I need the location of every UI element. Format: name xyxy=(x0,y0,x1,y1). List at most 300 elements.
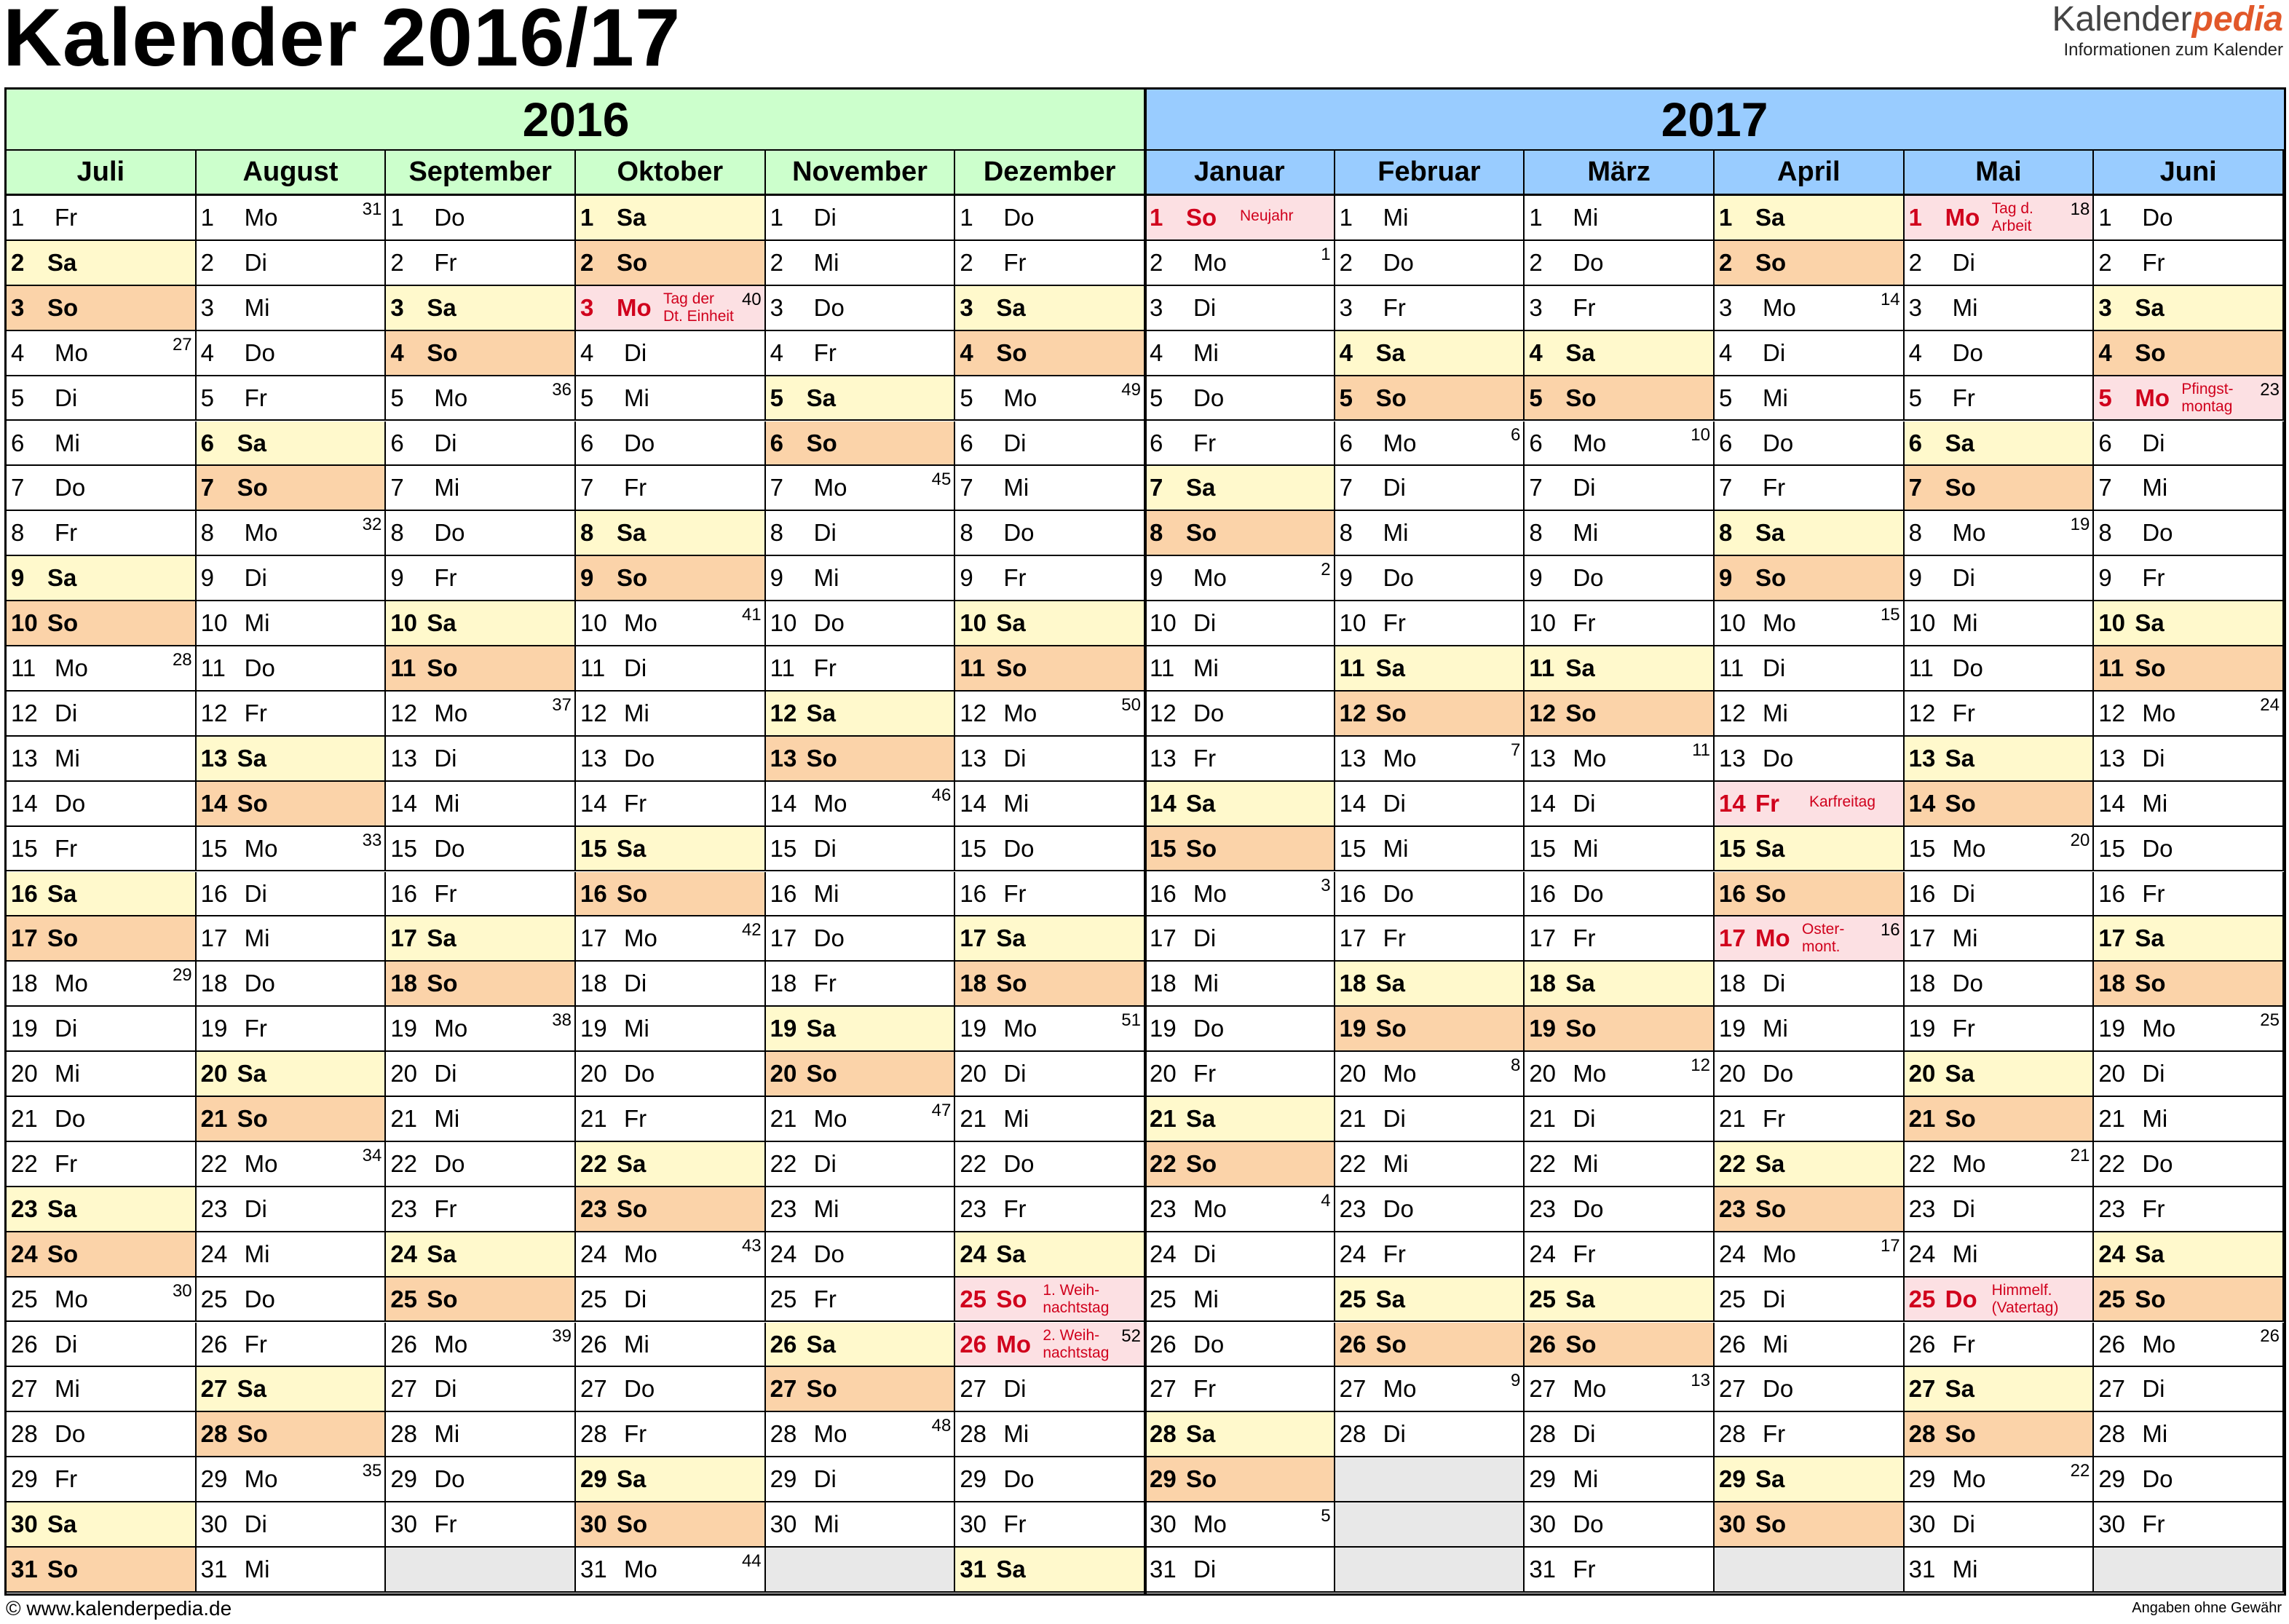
day-cell[interactable] xyxy=(1525,1367,1715,1412)
day-cell[interactable] xyxy=(766,556,956,601)
day-cell[interactable] xyxy=(766,241,956,286)
day-cell[interactable] xyxy=(766,1457,956,1502)
day-cell[interactable] xyxy=(1335,511,1525,556)
day-cell[interactable] xyxy=(1905,1323,2095,1368)
day-cell[interactable] xyxy=(1525,1412,1715,1457)
day-cell[interactable] xyxy=(1905,241,2095,286)
day-cell[interactable] xyxy=(7,1323,197,1368)
day-cell[interactable] xyxy=(1525,1457,1715,1502)
day-cell[interactable] xyxy=(1145,241,1335,286)
day-cell[interactable] xyxy=(1715,1007,1905,1052)
day-cell[interactable] xyxy=(7,331,197,376)
day-cell[interactable] xyxy=(386,511,576,556)
day-cell[interactable] xyxy=(1715,1097,1905,1142)
day-cell[interactable] xyxy=(1525,511,1715,556)
day-cell[interactable] xyxy=(576,601,766,646)
day-cell[interactable] xyxy=(1335,376,1525,421)
day-cell[interactable] xyxy=(1905,827,2095,872)
day-cell[interactable] xyxy=(1145,692,1335,737)
brand-logo[interactable] xyxy=(2052,0,2283,60)
day-cell[interactable] xyxy=(576,1097,766,1142)
day-cell[interactable] xyxy=(1905,646,2095,692)
day-cell[interactable] xyxy=(1145,466,1335,511)
day-cell[interactable] xyxy=(955,241,1145,286)
day-cell[interactable] xyxy=(1905,1232,2095,1278)
day-cell[interactable] xyxy=(386,872,576,917)
day-cell[interactable] xyxy=(1715,872,1905,917)
day-cell[interactable] xyxy=(1715,692,1905,737)
day-cell[interactable] xyxy=(197,1187,387,1232)
day-cell[interactable] xyxy=(1905,1142,2095,1187)
day-cell[interactable] xyxy=(197,782,387,827)
day-cell[interactable] xyxy=(7,1232,197,1278)
day-cell[interactable] xyxy=(766,376,956,421)
day-cell[interactable] xyxy=(197,421,387,467)
day-cell[interactable] xyxy=(386,196,576,241)
day-cell[interactable] xyxy=(386,1142,576,1187)
day-cell[interactable] xyxy=(576,421,766,467)
day-cell[interactable] xyxy=(955,872,1145,917)
day-cell[interactable] xyxy=(576,196,766,241)
day-cell[interactable] xyxy=(386,1052,576,1097)
day-cell[interactable] xyxy=(1715,1502,1905,1548)
day-cell[interactable] xyxy=(1335,1097,1525,1142)
day-cell[interactable] xyxy=(766,1367,956,1412)
day-cell[interactable] xyxy=(766,646,956,692)
day-cell[interactable] xyxy=(1905,1457,2095,1502)
day-cell[interactable] xyxy=(955,1548,1145,1593)
day-cell[interactable] xyxy=(576,241,766,286)
day-cell[interactable] xyxy=(386,1323,576,1368)
day-cell[interactable] xyxy=(955,1052,1145,1097)
day-cell[interactable] xyxy=(1145,376,1335,421)
day-cell[interactable] xyxy=(2094,1052,2284,1097)
day-cell[interactable] xyxy=(955,1457,1145,1502)
day-cell[interactable] xyxy=(1715,241,1905,286)
day-cell[interactable] xyxy=(1145,1142,1335,1187)
day-cell[interactable] xyxy=(1905,601,2095,646)
day-cell[interactable] xyxy=(955,1502,1145,1548)
day-cell[interactable] xyxy=(386,1097,576,1142)
day-cell[interactable] xyxy=(955,1412,1145,1457)
day-cell[interactable] xyxy=(386,1457,576,1502)
day-cell[interactable] xyxy=(386,962,576,1007)
day-cell[interactable] xyxy=(576,1548,766,1593)
day-cell[interactable] xyxy=(7,916,197,962)
day-cell[interactable] xyxy=(576,511,766,556)
day-cell[interactable] xyxy=(197,286,387,331)
day-cell[interactable] xyxy=(1335,556,1525,601)
day-cell[interactable] xyxy=(1145,511,1335,556)
day-cell[interactable] xyxy=(766,827,956,872)
day-cell[interactable] xyxy=(1335,331,1525,376)
day-cell[interactable] xyxy=(1335,1278,1525,1323)
day-cell[interactable] xyxy=(2094,737,2284,782)
day-cell[interactable] xyxy=(1715,1367,1905,1412)
day-cell[interactable] xyxy=(1145,827,1335,872)
day-cell[interactable] xyxy=(197,1278,387,1323)
day-cell[interactable] xyxy=(1145,1232,1335,1278)
day-cell[interactable] xyxy=(1905,1052,2095,1097)
day-cell[interactable] xyxy=(766,511,956,556)
day-cell[interactable] xyxy=(955,1097,1145,1142)
day-cell[interactable] xyxy=(1335,692,1525,737)
day-cell[interactable] xyxy=(2094,511,2284,556)
day-cell[interactable] xyxy=(1715,556,1905,601)
day-cell[interactable] xyxy=(7,1007,197,1052)
day-cell[interactable] xyxy=(7,1097,197,1142)
day-cell[interactable] xyxy=(1525,1007,1715,1052)
day-cell[interactable] xyxy=(386,601,576,646)
day-cell[interactable] xyxy=(1525,376,1715,421)
day-cell[interactable] xyxy=(1715,1457,1905,1502)
day-cell[interactable] xyxy=(1715,466,1905,511)
day-cell[interactable] xyxy=(955,376,1145,421)
day-cell[interactable] xyxy=(766,1502,956,1548)
day-cell[interactable] xyxy=(1715,331,1905,376)
day-cell[interactable] xyxy=(576,1367,766,1412)
day-cell[interactable] xyxy=(1905,331,2095,376)
day-cell[interactable] xyxy=(955,331,1145,376)
day-cell[interactable] xyxy=(576,737,766,782)
day-cell[interactable] xyxy=(7,196,197,241)
day-cell[interactable] xyxy=(1525,241,1715,286)
day-cell[interactable] xyxy=(1335,466,1525,511)
day-cell[interactable] xyxy=(576,331,766,376)
day-cell[interactable] xyxy=(1715,1323,1905,1368)
day-cell[interactable] xyxy=(197,556,387,601)
day-cell[interactable] xyxy=(1715,1187,1905,1232)
day-cell[interactable] xyxy=(386,241,576,286)
day-cell[interactable] xyxy=(1905,1097,2095,1142)
day-cell[interactable] xyxy=(1525,962,1715,1007)
day-cell[interactable] xyxy=(1715,916,1905,962)
day-cell[interactable] xyxy=(576,1278,766,1323)
day-cell[interactable] xyxy=(7,1412,197,1457)
day-cell[interactable] xyxy=(766,1052,956,1097)
day-cell[interactable] xyxy=(386,1502,576,1548)
day-cell[interactable] xyxy=(197,331,387,376)
day-cell[interactable] xyxy=(7,646,197,692)
day-cell[interactable] xyxy=(1905,286,2095,331)
day-cell[interactable] xyxy=(7,286,197,331)
day-cell[interactable] xyxy=(197,1412,387,1457)
day-cell[interactable] xyxy=(197,692,387,737)
day-cell[interactable] xyxy=(386,1278,576,1323)
day-cell[interactable] xyxy=(955,511,1145,556)
day-cell[interactable] xyxy=(1525,601,1715,646)
day-cell[interactable] xyxy=(2094,196,2284,241)
day-cell[interactable] xyxy=(576,916,766,962)
day-cell[interactable] xyxy=(1525,782,1715,827)
day-cell[interactable] xyxy=(1335,1232,1525,1278)
day-cell[interactable] xyxy=(386,1412,576,1457)
day-cell[interactable] xyxy=(197,1007,387,1052)
day-cell[interactable] xyxy=(1145,872,1335,917)
day-cell[interactable] xyxy=(1525,1232,1715,1278)
day-cell[interactable] xyxy=(955,1367,1145,1412)
day-cell[interactable] xyxy=(1145,962,1335,1007)
day-cell[interactable] xyxy=(197,376,387,421)
day-cell[interactable] xyxy=(1145,556,1335,601)
day-cell[interactable] xyxy=(2094,331,2284,376)
day-cell[interactable] xyxy=(576,556,766,601)
day-cell[interactable] xyxy=(1905,376,2095,421)
day-cell[interactable] xyxy=(2094,1187,2284,1232)
day-cell[interactable] xyxy=(1335,1367,1525,1412)
day-cell[interactable] xyxy=(576,782,766,827)
day-cell[interactable] xyxy=(576,1007,766,1052)
day-cell[interactable] xyxy=(766,196,956,241)
day-cell[interactable] xyxy=(197,1457,387,1502)
day-cell[interactable] xyxy=(766,962,956,1007)
day-cell[interactable] xyxy=(197,962,387,1007)
day-cell[interactable] xyxy=(2094,421,2284,467)
day-cell[interactable] xyxy=(1335,1187,1525,1232)
day-cell[interactable] xyxy=(386,1187,576,1232)
day-cell[interactable] xyxy=(7,782,197,827)
day-cell[interactable] xyxy=(1905,421,2095,467)
day-cell[interactable] xyxy=(1905,466,2095,511)
day-cell[interactable] xyxy=(955,646,1145,692)
day-cell[interactable] xyxy=(1145,1457,1335,1502)
day-cell[interactable] xyxy=(1715,196,1905,241)
day-cell[interactable] xyxy=(1715,646,1905,692)
day-cell[interactable] xyxy=(1145,196,1335,241)
day-cell[interactable] xyxy=(1335,601,1525,646)
day-cell[interactable] xyxy=(1145,1367,1335,1412)
day-cell[interactable] xyxy=(1525,1278,1715,1323)
day-cell[interactable] xyxy=(1905,1187,2095,1232)
day-cell[interactable] xyxy=(766,1097,956,1142)
day-cell[interactable] xyxy=(1715,827,1905,872)
day-cell[interactable] xyxy=(1525,1097,1715,1142)
day-cell[interactable] xyxy=(1145,286,1335,331)
day-cell[interactable] xyxy=(7,692,197,737)
day-cell[interactable] xyxy=(576,827,766,872)
day-cell[interactable] xyxy=(1525,1052,1715,1097)
day-cell[interactable] xyxy=(766,1278,956,1323)
day-cell[interactable] xyxy=(1525,556,1715,601)
day-cell[interactable] xyxy=(1905,692,2095,737)
day-cell[interactable] xyxy=(1525,872,1715,917)
day-cell[interactable] xyxy=(1525,466,1715,511)
day-cell[interactable] xyxy=(766,466,956,511)
day-cell[interactable] xyxy=(1905,1367,2095,1412)
day-cell[interactable] xyxy=(766,782,956,827)
day-cell[interactable] xyxy=(1335,196,1525,241)
day-cell[interactable] xyxy=(1905,556,2095,601)
day-cell[interactable] xyxy=(1145,737,1335,782)
day-cell[interactable] xyxy=(766,737,956,782)
day-cell[interactable] xyxy=(7,511,197,556)
day-cell[interactable] xyxy=(2094,1232,2284,1278)
day-cell[interactable] xyxy=(7,376,197,421)
day-cell[interactable] xyxy=(197,601,387,646)
day-cell[interactable] xyxy=(766,1187,956,1232)
day-cell[interactable] xyxy=(766,692,956,737)
day-cell[interactable] xyxy=(1715,962,1905,1007)
day-cell[interactable] xyxy=(7,872,197,917)
day-cell[interactable] xyxy=(1525,1502,1715,1548)
day-cell[interactable] xyxy=(1715,782,1905,827)
day-cell[interactable] xyxy=(766,601,956,646)
day-cell[interactable] xyxy=(1715,1412,1905,1457)
footer-url[interactable]: © www.kalenderpedia.de xyxy=(6,1597,232,1620)
day-cell[interactable] xyxy=(576,1502,766,1548)
day-cell[interactable] xyxy=(386,827,576,872)
day-cell[interactable] xyxy=(1525,1323,1715,1368)
day-cell[interactable] xyxy=(1335,1007,1525,1052)
day-cell[interactable] xyxy=(1905,1007,2095,1052)
day-cell[interactable] xyxy=(2094,376,2284,421)
day-cell[interactable] xyxy=(2094,962,2284,1007)
day-cell[interactable] xyxy=(2094,286,2284,331)
day-cell[interactable] xyxy=(1335,241,1525,286)
day-cell[interactable] xyxy=(576,1412,766,1457)
day-cell[interactable] xyxy=(1335,1142,1525,1187)
day-cell[interactable] xyxy=(1525,1142,1715,1187)
day-cell[interactable] xyxy=(2094,1097,2284,1142)
day-cell[interactable] xyxy=(576,466,766,511)
day-cell[interactable] xyxy=(197,241,387,286)
day-cell[interactable] xyxy=(766,331,956,376)
day-cell[interactable] xyxy=(1145,782,1335,827)
day-cell[interactable] xyxy=(1905,872,2095,917)
day-cell[interactable] xyxy=(766,916,956,962)
day-cell[interactable] xyxy=(197,1097,387,1142)
day-cell[interactable] xyxy=(7,466,197,511)
day-cell[interactable] xyxy=(7,1367,197,1412)
day-cell[interactable] xyxy=(1715,601,1905,646)
day-cell[interactable] xyxy=(7,962,197,1007)
day-cell[interactable] xyxy=(2094,241,2284,286)
day-cell[interactable] xyxy=(2094,1502,2284,1548)
day-cell[interactable] xyxy=(2094,916,2284,962)
day-cell[interactable] xyxy=(576,1142,766,1187)
day-cell[interactable] xyxy=(2094,1457,2284,1502)
day-cell[interactable] xyxy=(576,872,766,917)
day-cell[interactable] xyxy=(7,737,197,782)
day-cell[interactable] xyxy=(386,692,576,737)
day-cell[interactable] xyxy=(2094,1323,2284,1368)
day-cell[interactable] xyxy=(2094,466,2284,511)
day-cell[interactable] xyxy=(386,646,576,692)
day-cell[interactable] xyxy=(197,737,387,782)
day-cell[interactable] xyxy=(386,421,576,467)
day-cell[interactable] xyxy=(955,692,1145,737)
day-cell[interactable] xyxy=(1335,737,1525,782)
day-cell[interactable] xyxy=(955,286,1145,331)
day-cell[interactable] xyxy=(1905,782,2095,827)
day-cell[interactable] xyxy=(2094,556,2284,601)
day-cell[interactable] xyxy=(1715,1278,1905,1323)
day-cell[interactable] xyxy=(955,1232,1145,1278)
day-cell[interactable] xyxy=(955,556,1145,601)
day-cell[interactable] xyxy=(386,1232,576,1278)
day-cell[interactable] xyxy=(1715,511,1905,556)
day-cell[interactable] xyxy=(197,1052,387,1097)
day-cell[interactable] xyxy=(1525,692,1715,737)
day-cell[interactable] xyxy=(1905,1278,2095,1323)
day-cell[interactable] xyxy=(1525,331,1715,376)
day-cell[interactable] xyxy=(2094,782,2284,827)
day-cell[interactable] xyxy=(1905,196,2095,241)
day-cell[interactable] xyxy=(7,421,197,467)
day-cell[interactable] xyxy=(955,1007,1145,1052)
day-cell[interactable] xyxy=(1335,1052,1525,1097)
day-cell[interactable] xyxy=(1145,646,1335,692)
day-cell[interactable] xyxy=(1335,1412,1525,1457)
day-cell[interactable] xyxy=(576,1187,766,1232)
day-cell[interactable] xyxy=(1145,421,1335,467)
day-cell[interactable] xyxy=(386,782,576,827)
day-cell[interactable] xyxy=(1905,511,2095,556)
day-cell[interactable] xyxy=(1145,1052,1335,1097)
day-cell[interactable] xyxy=(386,1367,576,1412)
day-cell[interactable] xyxy=(197,827,387,872)
day-cell[interactable] xyxy=(197,646,387,692)
day-cell[interactable] xyxy=(1145,1007,1335,1052)
day-cell[interactable] xyxy=(1525,286,1715,331)
day-cell[interactable] xyxy=(576,1052,766,1097)
day-cell[interactable] xyxy=(766,872,956,917)
day-cell[interactable] xyxy=(576,692,766,737)
day-cell[interactable] xyxy=(576,1232,766,1278)
day-cell[interactable] xyxy=(197,872,387,917)
day-cell[interactable] xyxy=(1335,872,1525,917)
day-cell[interactable] xyxy=(1335,421,1525,467)
day-cell[interactable] xyxy=(7,827,197,872)
day-cell[interactable] xyxy=(1525,1187,1715,1232)
day-cell[interactable] xyxy=(7,1278,197,1323)
day-cell[interactable] xyxy=(2094,1007,2284,1052)
day-cell[interactable] xyxy=(955,1278,1145,1323)
day-cell[interactable] xyxy=(576,1323,766,1368)
day-cell[interactable] xyxy=(7,1187,197,1232)
day-cell[interactable] xyxy=(386,331,576,376)
day-cell[interactable] xyxy=(2094,1367,2284,1412)
day-cell[interactable] xyxy=(1335,782,1525,827)
day-cell[interactable] xyxy=(1335,962,1525,1007)
day-cell[interactable] xyxy=(7,1142,197,1187)
day-cell[interactable] xyxy=(1905,737,2095,782)
day-cell[interactable] xyxy=(1525,1548,1715,1593)
day-cell[interactable] xyxy=(197,511,387,556)
day-cell[interactable] xyxy=(955,466,1145,511)
day-cell[interactable] xyxy=(766,1323,956,1368)
day-cell[interactable] xyxy=(197,1367,387,1412)
day-cell[interactable] xyxy=(7,556,197,601)
day-cell[interactable] xyxy=(386,556,576,601)
day-cell[interactable] xyxy=(1145,331,1335,376)
day-cell[interactable] xyxy=(955,1323,1145,1368)
day-cell[interactable] xyxy=(386,1007,576,1052)
day-cell[interactable] xyxy=(1715,421,1905,467)
day-cell[interactable] xyxy=(1525,421,1715,467)
day-cell[interactable] xyxy=(1335,1323,1525,1368)
day-cell[interactable] xyxy=(7,1052,197,1097)
day-cell[interactable] xyxy=(1145,1323,1335,1368)
day-cell[interactable] xyxy=(7,601,197,646)
day-cell[interactable] xyxy=(1335,286,1525,331)
day-cell[interactable] xyxy=(1715,286,1905,331)
day-cell[interactable] xyxy=(1905,1548,2095,1593)
day-cell[interactable] xyxy=(1145,601,1335,646)
day-cell[interactable] xyxy=(197,1548,387,1593)
day-cell[interactable] xyxy=(1905,1412,2095,1457)
day-cell[interactable] xyxy=(2094,1278,2284,1323)
